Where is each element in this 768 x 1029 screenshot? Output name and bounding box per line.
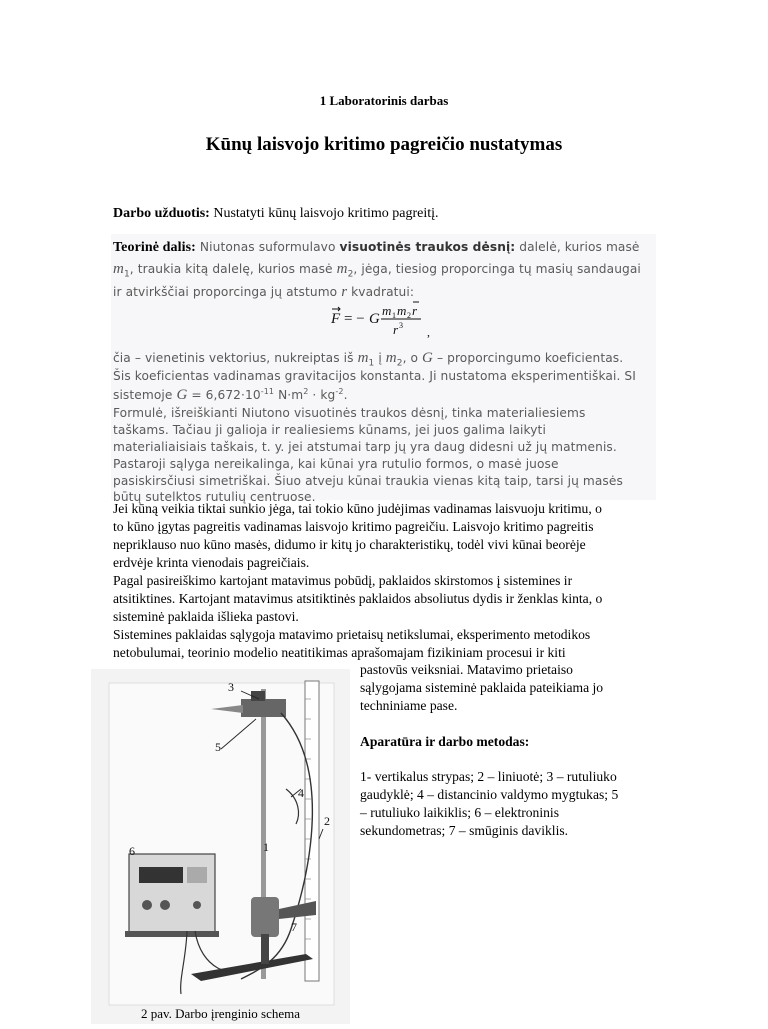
right-line: pastovūs veiksniai. Matavimo prietaiso [360, 662, 573, 677]
body-line: Jei kūną veikia tiktai sunkio jėga, tai tokio kūno judėjimas vadinamas laisvuoju kritimu, o [113, 501, 602, 516]
lab-number: 1 Laboratorinis darbas [319, 93, 449, 108]
apparatus-photo [91, 669, 350, 1024]
body-line: erdvėje krinta vienodais pagreičiais. [113, 555, 310, 570]
task-label: Darbo užduotis: [113, 206, 210, 221]
gravity-formula [329, 298, 439, 344]
theory-p2-line-5: pasiskirsčiusi simetriškai. Šiuo atveju kūnai traukia vienas kitą taip, tarsi jų masės [113, 474, 623, 488]
theory-label: Teorinė dalis: [113, 240, 196, 255]
body-line: Pagal pasireiškimo kartojant matavimus pobūdį, paklaidos skirstomos į sistemines ir [113, 573, 573, 588]
svg-text:,: , [427, 325, 430, 339]
body-line: to kūno įgytas pagreitis vadinamas laisvojo kritimo pagreičiu. Laisvojo kritimo pagreitis [113, 519, 594, 534]
svg-text:G: G [369, 311, 380, 327]
theory-p2-line-3: materialiaisiais taškais, t. y. jei atstumai tarp jų yra daug didesni už jų matmenis. [113, 440, 617, 454]
theory-line-5: Šis koeficientas vadinamas gravitacijos konstanta. Ji nustatoma eksperimentiškai. SI [113, 369, 636, 383]
figure-label: 1 [263, 840, 269, 854]
apparatus-drawing [91, 669, 350, 1024]
svg-text:1: 1 [392, 311, 396, 320]
theory-line-4: čia – vienetinis vektorius, nukreiptas iš $m_1$ į $m_2$, o G – proporcingumo koeficientas. [113, 350, 624, 369]
svg-text:m: m [382, 303, 392, 318]
body-line: nepriklauso nuo kūno masės, didumo ir kitų jo charakteristikų, todėl vivi kūnai beorėje [113, 537, 586, 552]
right-line: sąlygojama sisteminė paklaida pateikiama jo [360, 680, 604, 695]
right-line: techniniame pase. [360, 698, 458, 713]
apparatus-heading: Aparatūra ir darbo metodas: [360, 734, 530, 749]
apparatus-line: sekundometras; 7 – smūginis daviklis. [360, 823, 569, 838]
apparatus-line: – rutuliuko laikiklis; 6 – elektroninis [360, 805, 559, 820]
theory-line-2: $m_1$, traukia kitą dalelę, kurios masė $m_2$, jėga, tiesiog proporcinga tų masių sandaugai [113, 261, 641, 280]
body-line: netobulumai, teorinio modelio neatitikimas aprašomajam fizikiniam procesui ir kiti [113, 645, 566, 660]
body-line: Sistemines paklaidas sąlygoja matavimo prietaisų netikslumai, eksperimento metodikos [113, 627, 591, 642]
page-title: Kūnų laisvojo kritimo pagreičio nustatymas [205, 134, 563, 155]
figure-label: 7 [291, 920, 297, 934]
svg-text:m: m [397, 303, 407, 318]
figure-label: 6 [129, 844, 135, 858]
figure-label: 3 [228, 680, 234, 694]
theory-line-3: ir atvirkščiai proporcinga jų atstumo r kvadratui: [113, 284, 415, 300]
theory-p2-line-4: Pastaroji sąlyga nereikalinga, kai kūnai yra rutulio formos, o masė juose [113, 457, 559, 471]
body-line: atsitiktines. Kartojant matavimus atsitiktinės paklaidos absoliutus dydis ir ženklas kinta, o [113, 591, 603, 606]
figure-label: 5 [215, 740, 221, 754]
task-paragraph [113, 206, 439, 222]
theory-p2-line-1: Formulė, išreiškianti Niutono visuotinės traukos dėsnį, tinka materialiesiems [113, 406, 586, 420]
theory-p2-line-6: būtų sutelktos rutulių centruose. [113, 490, 316, 504]
svg-text:2: 2 [407, 311, 411, 320]
task-text: Nustatyti kūnų laisvojo kritimo pagreitį. [209, 206, 439, 221]
law-name: visuotinės traukos dėsnį: [339, 240, 516, 254]
figure-caption: 2 pav. Darbo įrenginio schema [140, 1006, 301, 1021]
svg-text:= −: = − [344, 311, 365, 327]
svg-text:r: r [393, 322, 399, 337]
theory-p2-line-2: taškams. Tačiau ji galioja ir realiesiems kūnams, jei juos galima laikyti [113, 423, 546, 437]
svg-text:r: r [412, 303, 418, 318]
theory-line-1: Teorinė dalis: Niutonas suformulavo visuotinės traukos dėsnį: dalelė, kurios masė [113, 240, 640, 255]
theory-line-6: sistemoje $G = 6,672\cdot 10^{-11}$ $N\cdot m^2 \cdot kg^{-2}$. [113, 387, 348, 404]
body-line: sisteminė paklaida išlieka pastovi. [113, 609, 299, 624]
apparatus-line: 1- vertikalus strypas; 2 – liniuotė; 3 – rutuliuko [360, 769, 617, 784]
svg-text:F: F [331, 311, 341, 327]
theory-block [111, 234, 656, 504]
figure-label: 2 [324, 814, 330, 828]
apparatus-line: gaudyklė; 4 – distancinio valdymo mygtukas; 5 [360, 787, 619, 802]
svg-text:3: 3 [399, 321, 403, 330]
figure-label: 4 [298, 786, 304, 800]
